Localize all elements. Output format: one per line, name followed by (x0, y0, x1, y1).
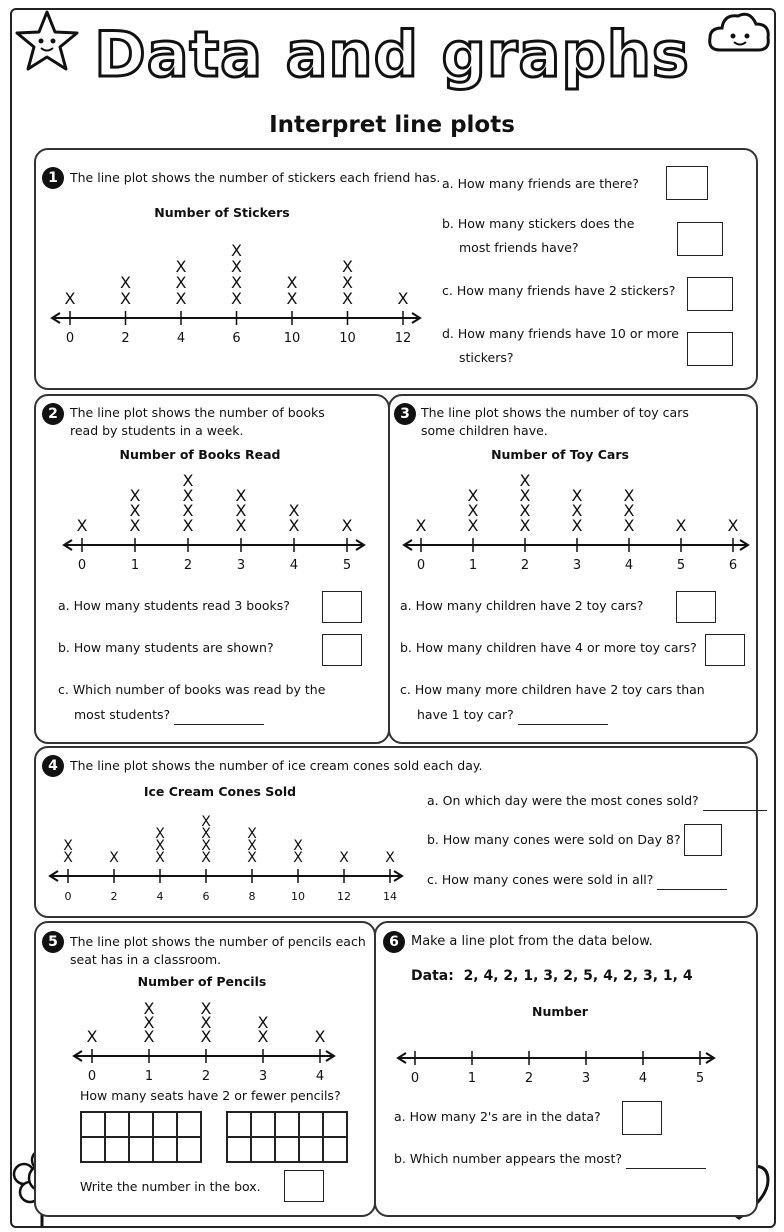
question-2-plot-title: Number of Books Read (119, 447, 281, 462)
x-mark: X (175, 273, 187, 292)
tick-label: 12 (394, 331, 412, 346)
question-3b-text: b. How many children have 4 or more toy cars? (400, 640, 697, 655)
x-mark: X (143, 999, 155, 1018)
question-3-number: 3 (394, 403, 416, 425)
tick-label: 4 (289, 558, 299, 573)
x-mark: X (571, 516, 583, 535)
x-mark: X (86, 1027, 98, 1046)
question-4c-answer-blank[interactable] (657, 875, 727, 890)
x-mark: X (286, 289, 298, 308)
question-5-number: 5 (42, 931, 64, 953)
page-title: Data and graphs (94, 18, 690, 91)
x-mark: X (200, 999, 212, 1018)
tick-label: 14 (383, 890, 397, 903)
tick-label: 1 (144, 1069, 154, 1084)
question-4a-label: a. On which day were the most cones sold? (427, 793, 699, 808)
question-3c-text-line1: c. How many more children have 2 toy cars than (400, 682, 705, 697)
tick-label: 6 (728, 558, 738, 573)
tick-label: 0 (410, 1071, 420, 1086)
x-mark: X (314, 1027, 326, 1046)
x-mark: X (342, 257, 353, 276)
question-5-prompt-line2: seat has in a classroom. (70, 952, 222, 967)
x-mark: X (200, 1013, 212, 1032)
ten-frame-cell[interactable] (129, 1112, 153, 1137)
question-3a-answer-box[interactable] (676, 591, 716, 623)
x-mark: X (120, 289, 131, 308)
question-1a-text: a. How many friends are there? (442, 176, 639, 191)
question-1b-text-line2: most friends have? (459, 240, 579, 255)
x-mark: X (182, 516, 194, 535)
tick-label: 4 (156, 890, 164, 903)
question-4-line-plot (44, 800, 414, 906)
x-mark: X (623, 486, 635, 505)
tick-label: 4 (176, 331, 186, 346)
x-mark: X (519, 501, 531, 520)
question-1-line-plot (40, 240, 420, 355)
x-mark: X (519, 471, 531, 490)
x-mark: X (155, 850, 165, 866)
x-mark: X (247, 850, 257, 866)
question-4-plot-title: Ice Cream Cones Sold (143, 784, 297, 799)
tick-label: 0 (416, 558, 426, 573)
ten-frame-cell[interactable] (251, 1137, 275, 1162)
ten-frame-cell[interactable] (105, 1112, 129, 1137)
tick-label: 3 (236, 558, 246, 573)
tick-label: 2 (121, 331, 130, 346)
tick-label: 1 (468, 558, 478, 573)
x-mark: X (182, 471, 194, 490)
question-6-number: 6 (383, 931, 405, 953)
tick-label: 12 (337, 890, 351, 903)
question-6-data-line (411, 966, 693, 986)
x-mark: X (129, 516, 141, 535)
x-mark: X (201, 814, 211, 830)
question-4b-text: b. How many cones were sold on Day 8? (427, 832, 681, 847)
x-mark: X (257, 1013, 269, 1032)
tick-label: 0 (64, 890, 72, 903)
question-2b-text: b. How many students are shown? (58, 640, 274, 655)
question-3-plot-title: Number of Toy Cars (491, 447, 629, 462)
ten-frame-cell[interactable] (275, 1137, 299, 1162)
x-mark: X (201, 850, 211, 866)
tick-label: 2 (520, 558, 530, 573)
x-mark: X (342, 273, 353, 292)
x-mark: X (675, 516, 687, 535)
tick-label: 0 (87, 1069, 97, 1084)
ten-frame-cell[interactable] (323, 1137, 347, 1162)
tick-label: 1 (467, 1071, 477, 1086)
tick-label: 3 (258, 1069, 268, 1084)
x-mark: X (155, 838, 165, 854)
question-2a-text: a. How many students read 3 books? (58, 598, 290, 613)
question-6a-answer-box[interactable] (622, 1101, 662, 1135)
question-4-number: 4 (42, 755, 64, 777)
question-2-prompt-line2: read by students in a week. (70, 423, 244, 438)
tick-label: 8 (248, 890, 256, 903)
question-2b-answer-box[interactable] (322, 634, 362, 666)
tick-label: 4 (624, 558, 634, 573)
ten-frame-cell[interactable] (81, 1137, 105, 1162)
question-1d-answer-box[interactable] (687, 332, 733, 366)
question-4b-answer-box[interactable] (684, 824, 722, 856)
x-mark: X (235, 501, 247, 520)
x-mark: X (201, 838, 211, 854)
x-mark: X (257, 1027, 269, 1046)
ten-frame-cell[interactable] (153, 1112, 177, 1137)
question-1d-text-line1: d. How many friends have 10 or more (442, 326, 679, 341)
x-mark: X (63, 838, 73, 854)
x-mark: X (623, 516, 635, 535)
tick-label: 0 (65, 331, 75, 346)
question-5-plot-title: Number of Pencils (137, 974, 267, 989)
question-5-write-instruction: Write the number in the box. (80, 1179, 261, 1194)
question-4-prompt: The line plot shows the number of ice cream cones sold each day. (70, 758, 483, 773)
x-mark: X (143, 1013, 155, 1032)
question-2c-text-line2 (74, 705, 264, 725)
question-3c-text-line2-label: have 1 toy car? (417, 707, 514, 722)
question-3b-answer-box[interactable] (705, 634, 745, 666)
question-1b-answer-box[interactable] (677, 222, 723, 256)
tick-label: 5 (695, 1071, 705, 1086)
question-6-data-values: 2, 4, 2, 1, 3, 2, 5, 4, 2, 3, 1, 4 (463, 968, 693, 984)
tick-label: 4 (315, 1069, 325, 1084)
x-mark: X (64, 289, 76, 308)
x-mark: X (109, 850, 119, 866)
ten-frame-cell[interactable] (177, 1137, 201, 1162)
x-mark: X (623, 501, 635, 520)
tick-label: 2 (110, 890, 118, 903)
ten-frame-cell[interactable] (299, 1112, 323, 1137)
x-mark: X (571, 486, 583, 505)
x-mark: X (231, 257, 242, 276)
x-mark: X (182, 486, 194, 505)
x-mark: X (235, 486, 247, 505)
question-2-line-plot (58, 468, 368, 578)
question-6b-answer-blank[interactable] (626, 1154, 706, 1169)
question-1a-answer-box[interactable] (666, 166, 708, 200)
x-mark: X (467, 486, 479, 505)
question-2-prompt-line1: The line plot shows the number of books (70, 405, 325, 420)
tick-label: 0 (77, 558, 87, 573)
question-3c-text-line2 (417, 705, 608, 725)
ten-frame-cell[interactable] (129, 1137, 153, 1162)
tick-label: 3 (581, 1071, 591, 1086)
x-mark: X (385, 850, 395, 866)
question-5-question: How many seats have 2 or fewer pencils? (80, 1088, 341, 1103)
x-mark: X (293, 850, 303, 866)
ten-frame-cell[interactable] (105, 1137, 129, 1162)
x-mark: X (519, 516, 531, 535)
question-2c-text-line2-label: most students? (74, 707, 171, 722)
ten-frame-cell[interactable] (177, 1112, 201, 1137)
x-mark: X (175, 289, 187, 308)
question-5-ten-frame-left[interactable] (80, 1111, 202, 1163)
x-mark: X (143, 1027, 155, 1046)
question-5-ten-frame-right[interactable] (226, 1111, 348, 1163)
ten-frame-cell[interactable] (153, 1137, 177, 1162)
x-mark: X (341, 516, 353, 535)
x-mark: X (231, 241, 242, 260)
question-5-prompt-line1: The line plot shows the number of pencils each (70, 934, 366, 949)
question-1c-text: c. How many friends have 2 stickers? (442, 283, 676, 298)
question-6-prompt: Make a line plot from the data below. (411, 934, 653, 949)
question-1c-answer-box[interactable] (687, 277, 733, 311)
question-1-number: 1 (42, 167, 64, 189)
tick-label: 10 (291, 890, 305, 903)
question-3a-text: a. How many children have 2 toy cars? (400, 598, 644, 613)
x-mark: X (467, 501, 479, 520)
ten-frame-cell[interactable] (275, 1112, 299, 1137)
x-mark: X (231, 289, 242, 308)
question-6b-text (394, 1149, 706, 1169)
question-3-prompt-line1: The line plot shows the number of toy cars (421, 405, 689, 420)
x-mark: X (63, 850, 73, 866)
x-mark: X (235, 516, 247, 535)
x-mark: X (129, 486, 141, 505)
tick-label: 5 (342, 558, 352, 573)
x-mark: X (129, 501, 141, 520)
x-mark: X (571, 501, 583, 520)
x-mark: X (342, 289, 353, 308)
question-5-line-plot (70, 992, 350, 1086)
tick-label: 3 (572, 558, 582, 573)
x-mark: X (175, 257, 187, 276)
page-subtitle: Interpret line plots (269, 112, 515, 138)
x-mark: X (231, 273, 242, 292)
tick-label: 2 (524, 1071, 534, 1086)
question-2c-text-line1: c. Which number of books was read by the (58, 682, 326, 697)
x-mark: X (415, 516, 427, 535)
tick-label: 10 (283, 331, 301, 346)
x-mark: X (519, 486, 531, 505)
tick-label: 2 (183, 558, 193, 573)
x-mark: X (467, 516, 479, 535)
question-2-number: 2 (42, 403, 64, 425)
question-2c-answer-blank[interactable] (174, 710, 264, 725)
ten-frame-cell[interactable] (323, 1112, 347, 1137)
x-mark: X (288, 516, 300, 535)
question-1b-text-line1: b. How many stickers does the (442, 216, 635, 231)
x-mark: X (201, 826, 211, 842)
x-mark: X (182, 501, 194, 520)
question-3c-answer-blank[interactable] (518, 710, 608, 725)
x-mark: X (247, 826, 257, 842)
x-mark: X (76, 516, 88, 535)
tick-label: 1 (130, 558, 140, 573)
question-2a-answer-box[interactable] (322, 591, 362, 623)
question-1d-text-line2: stickers? (459, 350, 514, 365)
tick-label: 4 (638, 1071, 648, 1086)
x-mark: X (247, 838, 257, 854)
question-6b-label: b. Which number appears the most? (394, 1151, 623, 1166)
tick-label: 6 (202, 890, 210, 903)
ten-frame-cell[interactable] (227, 1137, 251, 1162)
question-1-prompt: The line plot shows the number of stickers each friend has. (70, 170, 441, 185)
question-4c-label: c. How many cones were sold in all? (427, 872, 654, 887)
question-6-data-label: Data: (411, 968, 454, 984)
x-mark: X (286, 273, 298, 292)
question-6-plot-title: Number (532, 1004, 588, 1019)
tick-label: 5 (676, 558, 686, 573)
ten-frame-cell[interactable] (251, 1112, 275, 1137)
question-6-empty-line-plot[interactable] (396, 1040, 726, 1090)
tick-label: 6 (232, 331, 241, 346)
question-3-line-plot (398, 468, 753, 578)
tick-label: 10 (339, 331, 356, 346)
ten-frame-cell[interactable] (299, 1137, 323, 1162)
x-mark: X (397, 289, 409, 308)
x-mark: X (200, 1027, 212, 1046)
x-mark: X (727, 516, 739, 535)
question-3-prompt-line2: some children have. (421, 423, 548, 438)
x-mark: X (155, 826, 165, 842)
question-5-answer-box[interactable] (284, 1170, 324, 1202)
x-mark: X (120, 273, 131, 292)
ten-frame-cell[interactable] (227, 1112, 251, 1137)
question-4a-answer-blank[interactable] (703, 796, 767, 811)
question-1-plot-title: Number of Stickers (154, 205, 290, 220)
x-mark: X (339, 850, 349, 866)
question-6a-text: a. How many 2's are in the data? (394, 1109, 601, 1124)
ten-frame-cell[interactable] (81, 1112, 105, 1137)
x-mark: X (288, 501, 300, 520)
question-4a-text (427, 791, 767, 811)
x-mark: X (293, 838, 303, 854)
question-4c-text (427, 870, 727, 890)
tick-label: 2 (201, 1069, 211, 1084)
